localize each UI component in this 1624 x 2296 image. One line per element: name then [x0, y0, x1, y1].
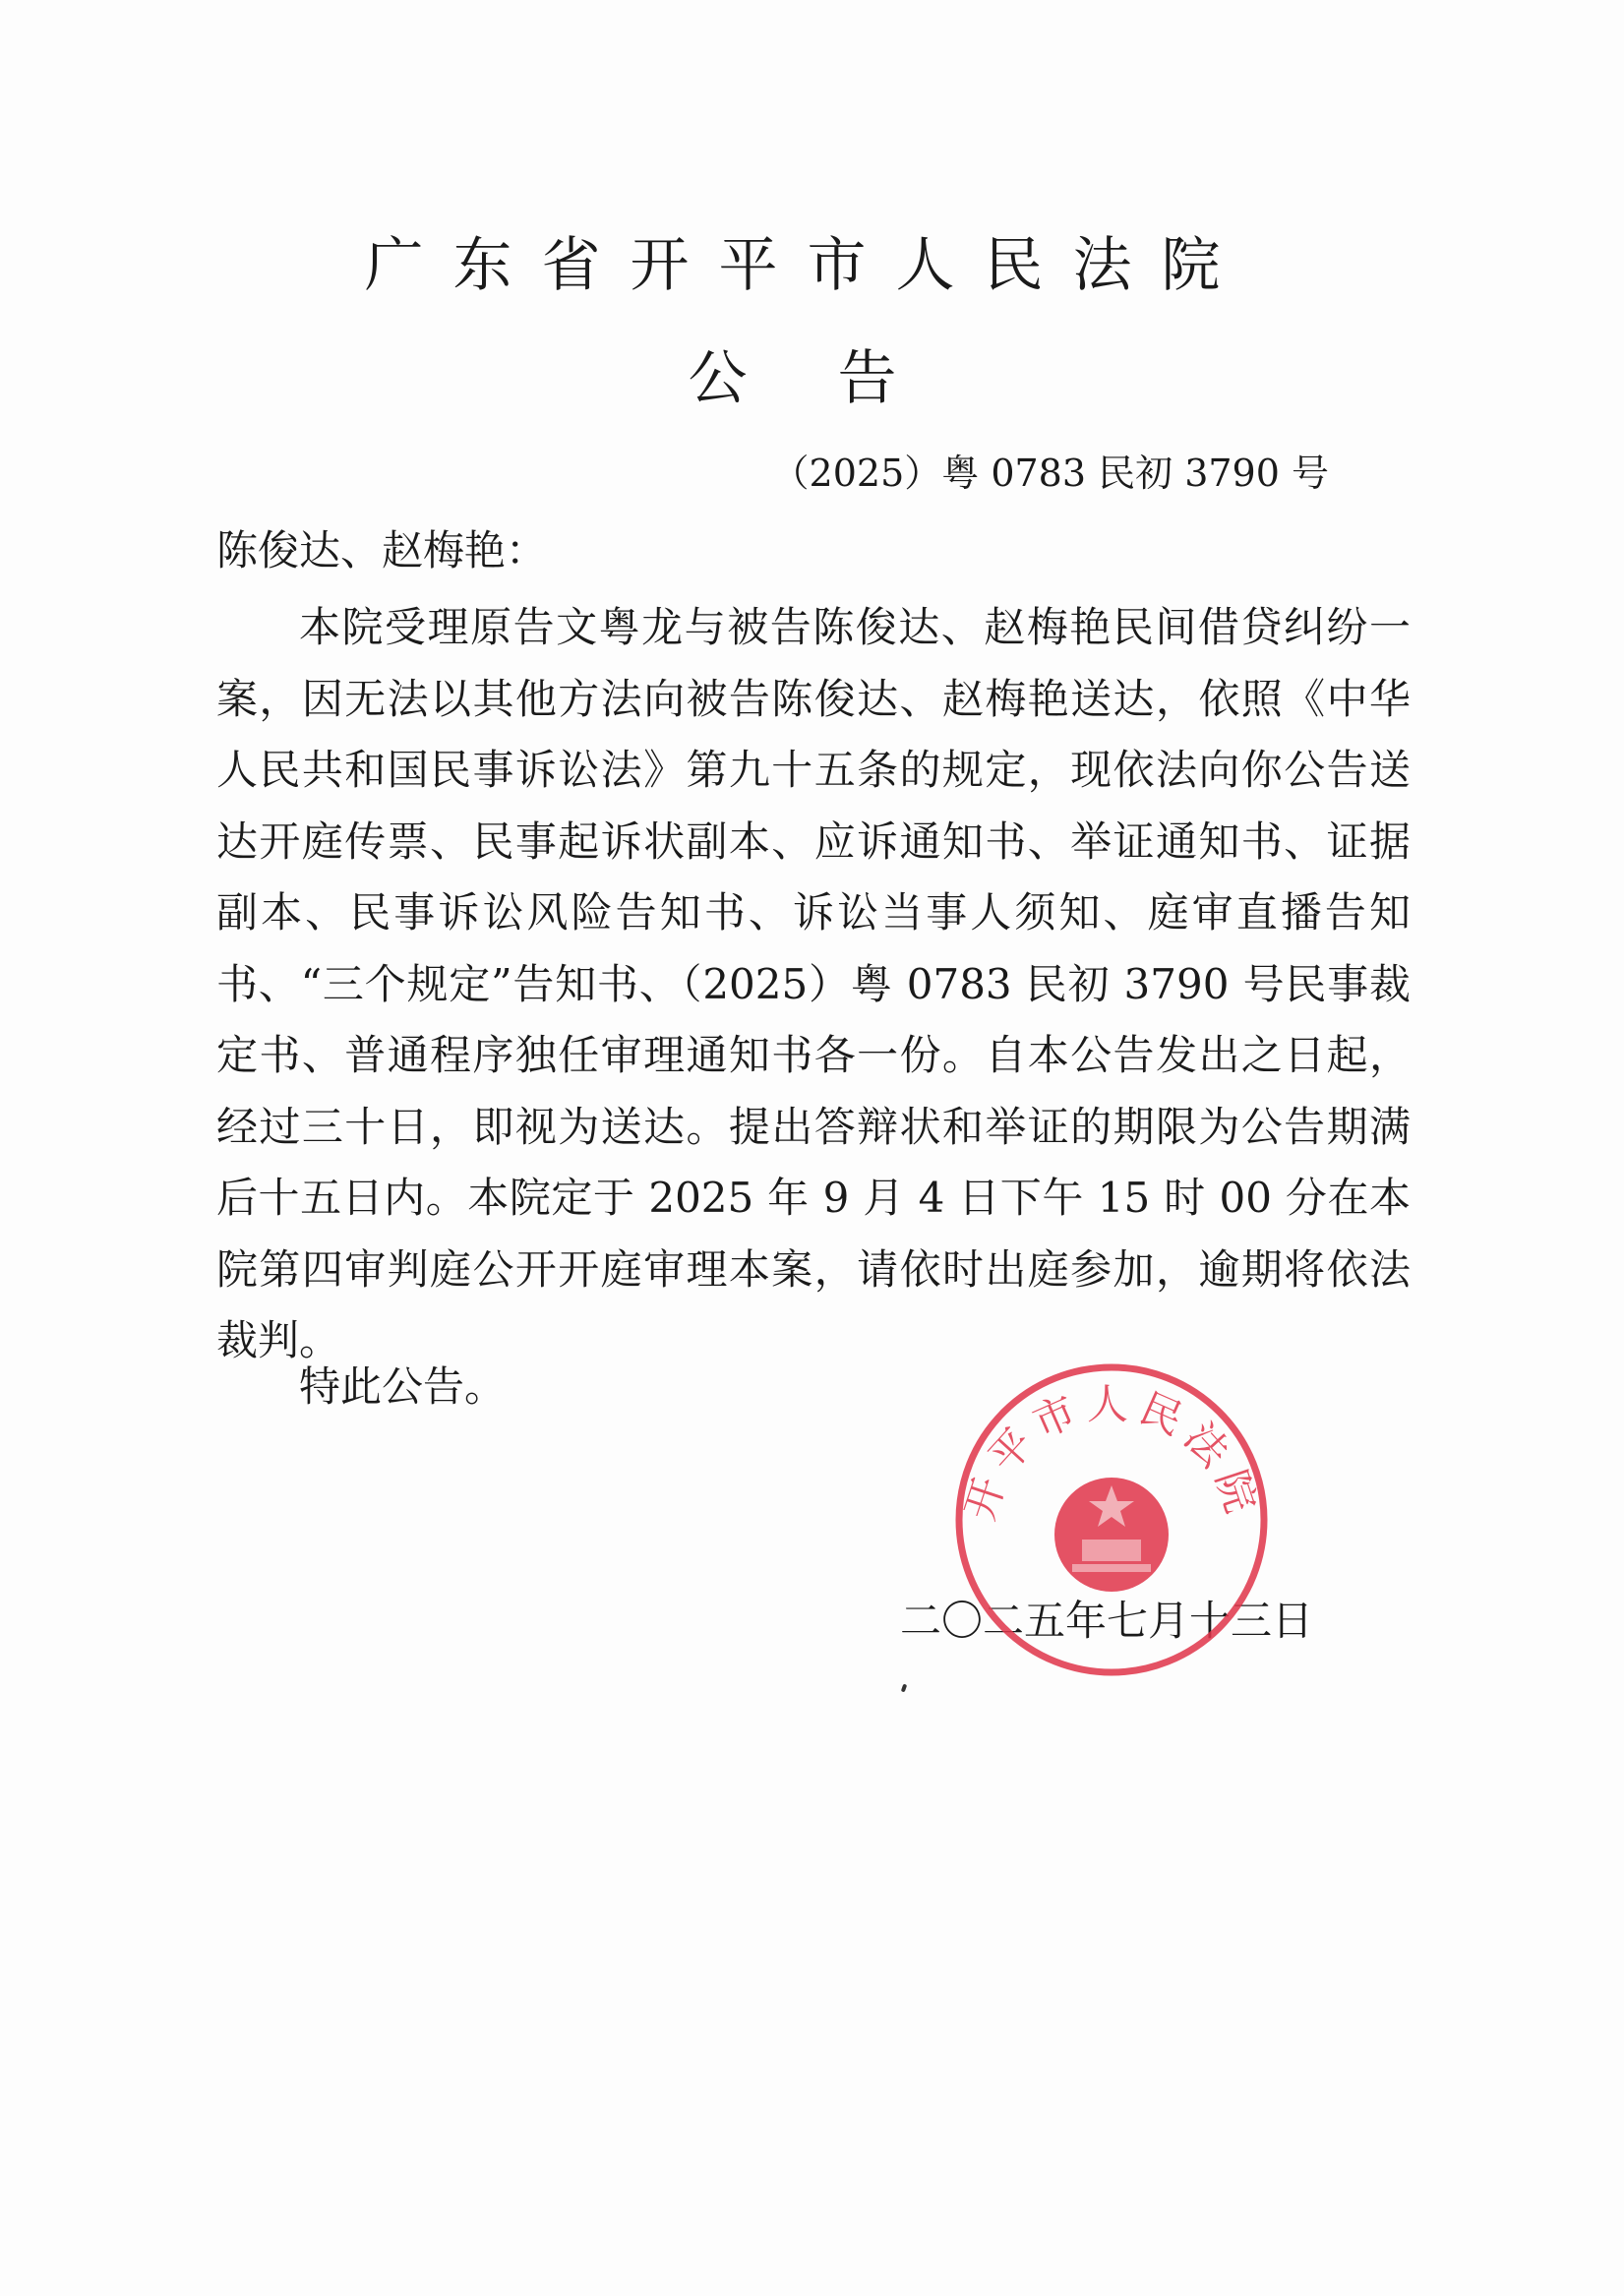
document-type-title: 公告: [688, 344, 988, 413]
scan-speck: [901, 1684, 907, 1693]
court-name-title: 广东省开平市人民法院: [364, 231, 1250, 300]
closing-remark: 特此公告。: [299, 1362, 507, 1411]
notice-body: 本院受理原告文粤龙与被告陈俊达、赵梅艳民间借贷纠纷一案，因无法以其他方法向被告陈俊达、赵梅艳送达，依照《中华人民共和国民事诉讼法》第九十五条的规定，现依法向你公告送达开庭传票、民事起诉状副本、应诉通知书、举证通知书、证据副本、民事诉讼风险告知书、诉讼当事人须知、庭审直播告知书、“三个规定”告知书、（2025）粤 0783 民初 3790 号民事裁定书、普通程序独任审理通知书各一份。自本公告发出之日起，经过三十日，即视为送达。提出答辩状和举证的期限为公告期满后十五日内。本院定于 2025 年 9 月 4 日下午 15 时 00 分在本院第四审判庭公开开庭审理本案，请依时出庭参加，逾期将依法裁判。: [216, 603, 1411, 1364]
national-emblem-icon: [1054, 1478, 1169, 1592]
issue-date: 二〇二五年七月十三日: [900, 1597, 1314, 1645]
case-number: （2025）粤 0783 民初 3790 号: [771, 452, 1329, 495]
addressee: 陈俊达、赵梅艳：: [216, 526, 548, 574]
seal-text: 开平市人民法院: [955, 1379, 1268, 1527]
